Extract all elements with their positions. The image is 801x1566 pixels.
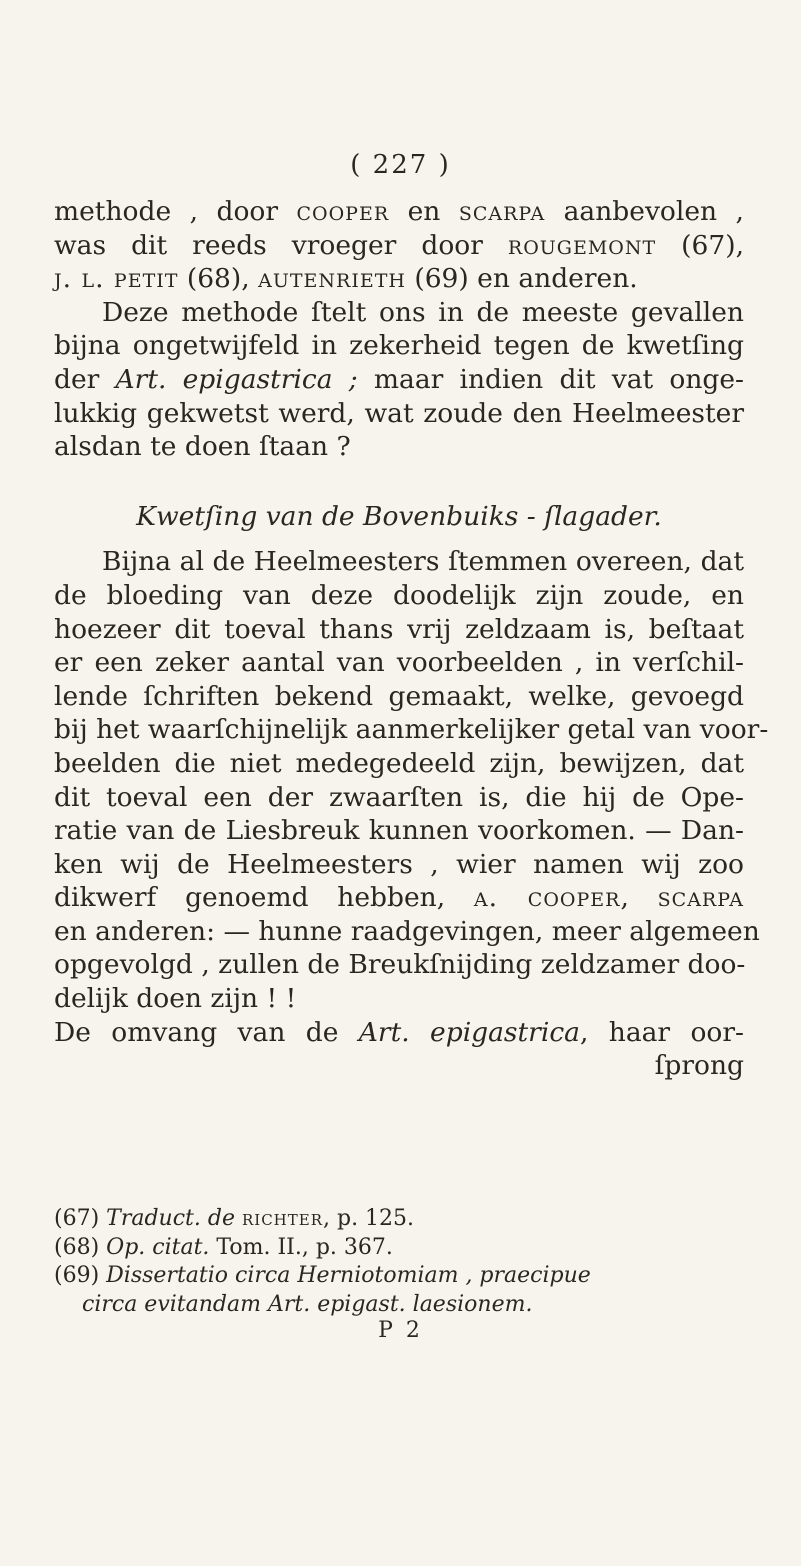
text-line: [54, 1016, 744, 1050]
name-smallcaps: scarpa: [657, 882, 744, 914]
text-run: Tom. II., p. 367.: [209, 1234, 393, 1260]
text-run: alsdan te doen ſtaan ?: [54, 431, 351, 463]
text-line: [54, 915, 760, 949]
text-run: lukkig gekwetst werd, wat zoude den Heelmeester: [54, 397, 744, 429]
text-line: [54, 848, 744, 882]
text-run: maar indien dit vat onge-: [357, 363, 744, 395]
paragraph-4: [54, 1016, 744, 1050]
text-line: [54, 397, 744, 431]
name-smallcaps: scarpa: [458, 196, 546, 227]
text-run: (67),: [656, 229, 744, 261]
italic-run: circa evitandam Art. epigast. laesionem.: [82, 1291, 533, 1317]
text-run: (67): [54, 1206, 107, 1231]
name-smallcaps: cooper: [296, 196, 390, 227]
text-run: (68): [54, 1234, 107, 1260]
text-run: was dit reeds vroeger door: [54, 229, 508, 261]
text-line: [54, 680, 744, 714]
text-line: [54, 881, 744, 915]
italic-run: Dissertatio circa Herniotomiam , praecipue: [106, 1263, 591, 1288]
text-line: [54, 229, 744, 263]
paragraph-1: [54, 195, 744, 296]
text-run: de bloeding van deze doodelijk zijn zoude, en: [54, 579, 744, 611]
text-line: [54, 579, 744, 613]
text-run: en anderen: — hunne raadgevingen, meer algemeen: [54, 915, 760, 947]
text-line: [54, 363, 744, 397]
text-run: (69): [54, 1263, 107, 1288]
body-text: [54, 195, 769, 1083]
text-run: er een zeker aantal van voorbeelden , in verſchil-: [54, 647, 744, 679]
text-line: [54, 713, 769, 747]
italic-run: Traduct. de: [106, 1206, 242, 1231]
text-line: [54, 613, 744, 647]
footnote-line: [54, 1205, 744, 1234]
text-line: [54, 296, 744, 330]
name-smallcaps: a. cooper: [473, 882, 621, 914]
text-line: [54, 646, 744, 680]
text-line: [54, 430, 744, 464]
text-run: dikwerf genoemd hebben,: [54, 882, 474, 914]
text-run: hoezeer dit toeval thans vrij zeldzaam is, beſtaat: [54, 613, 744, 645]
text-run: en: [389, 196, 459, 227]
footnotes: [54, 1205, 744, 1319]
text-run: (68),: [178, 263, 259, 295]
text-run: bij het waarſchijnelijk aanmerkelijker getal van voor-: [54, 714, 769, 746]
text-line: [54, 982, 744, 1016]
catchword: ſprong: [654, 1050, 744, 1082]
footnote-line: [54, 1234, 744, 1263]
footnote-line: [54, 1262, 744, 1291]
name-smallcaps: autenrieth: [258, 263, 406, 295]
text-run: , p. 125.: [323, 1206, 415, 1231]
text-run: beelden die niet medegedeeld zijn, bewijzen, dat: [54, 747, 744, 779]
text-run: bijna ongetwijfeld in zekerheid tegen de kwetſing: [54, 330, 744, 362]
text-line: [54, 948, 744, 982]
text-run: Deze methode ſtelt ons in de meeste gevallen: [102, 296, 744, 328]
text-run: ratie van de Liesbreuk kunnen voorkomen. — Dan-: [54, 815, 744, 847]
text-run: aanbevolen ,: [545, 196, 744, 227]
italic-run: Art. epigastrica: [358, 1016, 580, 1048]
text-line: [54, 329, 744, 363]
text-run: dit toeval een der zwaarſten is, die hij de Ope-: [54, 781, 744, 813]
paragraph-3: [54, 545, 769, 1015]
text-run: ,: [620, 882, 658, 914]
text-line: [54, 195, 744, 229]
text-run: , haar oor-: [579, 1016, 745, 1048]
italic-run: Art. epigastrica ;: [115, 363, 358, 395]
text-run: ken wij de Heelmeesters , wier namen wij zoo: [54, 848, 744, 880]
text-run: opgevolgd , zullen de Breukſnijding zeldzamer doo-: [54, 949, 746, 981]
text-run: methode , door: [54, 196, 297, 227]
text-line: [54, 814, 744, 848]
footnote-line: [54, 1291, 744, 1320]
text-run: (69) en anderen.: [405, 263, 638, 295]
text-run: Bijna al de Heelmeesters ſtemmen overeen, dat: [102, 546, 744, 578]
text-run: delijk doen zijn ! !: [54, 983, 297, 1015]
paragraph-2: [54, 296, 744, 464]
text-run: lende ſchriften bekend gemaakt, welke, gevoegd: [54, 680, 744, 712]
name-smallcaps: j. l. petit: [54, 263, 179, 295]
text-line: [54, 262, 744, 296]
italic-run: Op. citat.: [106, 1234, 210, 1260]
page-number: ( 227 ): [350, 150, 451, 180]
name-smallcaps: richter: [241, 1206, 323, 1231]
text-line: [54, 747, 744, 781]
text-line: [54, 545, 744, 579]
text-line: [54, 781, 744, 815]
name-smallcaps: rougemont: [507, 229, 657, 261]
text-run: De omvang van de: [54, 1016, 359, 1048]
section-heading: Kwetſing van de Bovenbuiks - ſlagader.: [136, 500, 662, 532]
signature-mark: P 2: [378, 1318, 423, 1343]
text-run: der: [54, 363, 116, 395]
